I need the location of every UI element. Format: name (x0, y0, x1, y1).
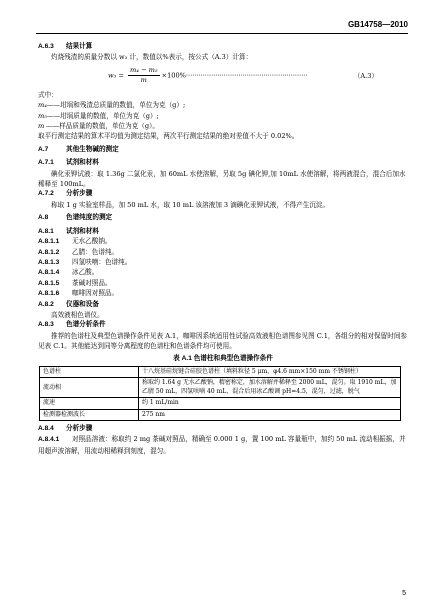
table-a1-title: 表 A.1 色谱柱和典型色谱操作条件 (173, 354, 273, 362)
reagent-item: A.8.1.3 四氢呋喃：色谱纯。 (38, 258, 132, 266)
formula-tag: （A.3） (353, 71, 378, 80)
result-statement: 取平行测定结果的算术平均值为测定结果，两次平行测定结果的绝对差值不大于 0.02%。 (38, 132, 299, 141)
formula-a3 (38, 66, 408, 86)
paragraph-a82: 高效液相色谱仪。 (51, 310, 104, 319)
variable-m4: m₄——坩埚和残渣总质量的数值，单位为克（g）; (38, 101, 186, 110)
table-a1 (39, 366, 401, 421)
heading-a63: A.6.3 结果计算 (38, 43, 93, 50)
formula-lhs: w₃ = (108, 71, 124, 80)
table-cell-label: 色谱柱 (40, 366, 139, 377)
paragraph-a72: 称取 1 g 实验室样品，加 50 mL 水，取 10 mL 该溶液加 3 滴碘化汞钾试液，不得产生沉淀。 (51, 200, 330, 209)
standard-number: GB14758—2010 (347, 20, 408, 29)
document-body (38, 42, 408, 456)
table-cell-value: 约 1 mL/min (139, 398, 401, 409)
formula-rhs: ×100%·························································· (161, 71, 308, 80)
where-label: 式中： (38, 90, 58, 99)
table-cell-value: 275 nm (139, 409, 401, 420)
table-cell-label: 流动相 (40, 378, 139, 398)
heading-a83: A.8.3 色谱分析条件 (38, 321, 106, 329)
table-cell-label: 流速 (40, 398, 139, 409)
paragraph-a83: 推荐的色谱柱及典型色谱操作条件见表 A.1，咖啡因系统适用性试验高效液相色谱图参见图 C.1，各组分的相对保留时间参见表 C.1。其他能达到同等分离程度的色谱柱和色谱条件均可使用。 (38, 331, 408, 351)
formula-denominator: m (140, 75, 147, 84)
reagent-item: A.8.1.1 无水乙酸钠。 (38, 238, 112, 246)
paragraph-a63-intro: 灼烧残渣的质量分数以 w₃ 计，数值以%表示，按公式（A.3）计算： (51, 53, 253, 62)
heading-a71: A.7.1 试剂和材料 (38, 159, 99, 167)
heading-a72: A.7.2 分析步骤 (38, 190, 93, 198)
heading-a8: A.8 色谱纯度的测定 (38, 214, 113, 222)
table-cell-value: 十八烷基硅烷键合硅胶色谱柱（填料粒径 5 μm，φ4.6 mm×150 mm 不锈钢柱） (139, 366, 401, 377)
table-row (40, 398, 401, 409)
paragraph-a71: 碘化汞钾试液：取 1.36g 二氯化汞，加 60mL 水使溶解，另取 5g 碘化钾,加 10mL 水使溶解，将两液混合，混合后加水稀释至 100mL。 (38, 169, 406, 189)
table-row (40, 378, 401, 398)
heading-a84: A.8.4 分析步骤 (38, 425, 93, 432)
table-cell-label: 检测器检测波长 (40, 409, 139, 420)
page-number: 5 (402, 590, 406, 597)
formula-fraction (128, 66, 160, 85)
reagent-item: A.8.1.2 乙腈：色谱纯。 (38, 248, 119, 256)
table-row (40, 409, 401, 420)
heading-a7: A.7 其他生物碱的测定 (38, 145, 119, 153)
reagent-item: A.8.1.6 咖啡因对照品。 (38, 290, 119, 298)
table-row (40, 366, 401, 377)
reagent-item: A.8.1.4 冰乙酸。 (38, 269, 99, 277)
paragraph-a841: A.8.4.1 对照品溶液：称取约 2 mg 茶碱对照品，精确至 0.000 1 g，置 100 mL 容量瓶中，加约 50 mL 流动相振摇，并用超声波溶解，用流动相稀释到刻度，混匀。 (38, 435, 406, 455)
table-cell-value: 称取约 1.64 g 无水乙酸钠，精密称定，加水溶解并稀释至 2000 mL，混匀。取 1910 mL，加乙腈 50 mL，四氢呋喃 40 mL，混合后用冰乙酸调 pH=4.5，混匀，过滤，脱气 (139, 378, 401, 398)
heading-a81: A.8.1 试剂和材料 (38, 227, 99, 235)
variable-m5: m₅——坩埚质量的数值，单位为克（g）; (38, 111, 159, 120)
header-rule (36, 33, 408, 34)
variable-m: m ——样品质量的数值，单位为克（g）。 (38, 122, 160, 131)
heading-a82: A.8.2 仪器和设备 (38, 300, 99, 308)
reagent-item: A.8.1.5 茶碱对照品。 (38, 279, 112, 287)
formula-numerator: m₄ − m₅ (130, 65, 158, 74)
